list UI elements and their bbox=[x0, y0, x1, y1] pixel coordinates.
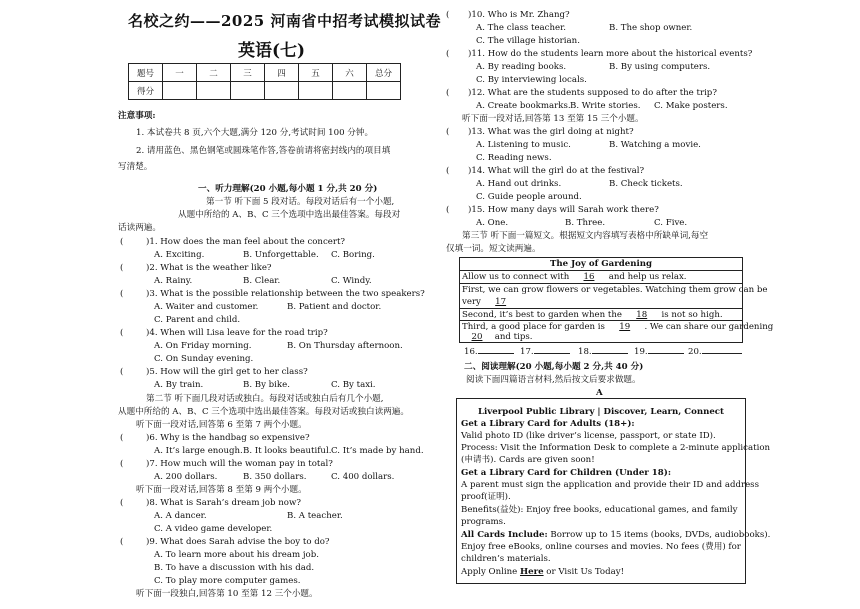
score-input-cell[interactable] bbox=[197, 82, 231, 100]
adults-line-2: Process: Visit the Information Desk to complete a 2-minute application bbox=[461, 443, 771, 453]
all-cards-text-1: Borrow up to 15 items (books, DVDs, audiobooks). bbox=[547, 530, 771, 540]
answer-bracket[interactable]: ( bbox=[120, 433, 124, 443]
question-2: )2. What is the weather like? bbox=[146, 263, 272, 273]
part2-line-b: 从题中所给的 A、B、C 三个选项中选出最佳答案。每段对话或独白读两遍。 bbox=[118, 407, 409, 417]
children-line-2: proof(证明). bbox=[461, 492, 511, 502]
q10-option-a: A. The class teacher. bbox=[476, 23, 566, 33]
q15-option-a: A. One. bbox=[476, 218, 509, 228]
apply-text-a: Apply Online bbox=[461, 567, 520, 577]
question-4: )4. When will Lisa leave for the road trip? bbox=[146, 328, 328, 338]
score-cell: 二 bbox=[197, 64, 231, 82]
q6-option-c: C. It’s made by hand. bbox=[331, 446, 424, 456]
question-12: )12. What are the students supposed to do after the trip? bbox=[468, 88, 717, 98]
score-cell: 五 bbox=[299, 64, 333, 82]
answer-bracket[interactable]: ( bbox=[120, 459, 124, 469]
score-cell: 题号 bbox=[129, 64, 163, 82]
row2-text-a: First, we can grow flowers or vegetables. Watching them grow can be bbox=[462, 285, 768, 295]
question-3: )3. What is the possible relationship between the two speakers? bbox=[146, 289, 425, 299]
listen-8-9: 听下面一段对话,回答第 8 至第 9 两个小题。 bbox=[136, 485, 307, 495]
adults-line-1: Valid photo ID (like driver’s license, passport, or state ID). bbox=[461, 431, 716, 441]
score-cell: 一 bbox=[163, 64, 197, 82]
q11-option-b: B. By using computers. bbox=[609, 62, 711, 72]
answer-line-20[interactable]: 20. bbox=[688, 347, 742, 357]
part3-line-a: 第三节 听下面一篇短文。根据短文内容填写表格中所缺单词,每空 bbox=[462, 231, 709, 241]
q2-option-b: B. Clear. bbox=[243, 276, 281, 286]
answer-bracket[interactable]: ( bbox=[120, 537, 124, 547]
part1-line-a: 第一节 听下面 5 段对话。每段对话后有一个小题, bbox=[206, 197, 395, 207]
section1-title: 一、听力理解(20 小题,每小题 1 分,共 20 分) bbox=[198, 184, 378, 194]
score-cell: 总分 bbox=[367, 64, 401, 82]
q4-option-b: B. On Thursday afternoon. bbox=[287, 341, 403, 351]
gardening-row-4 bbox=[462, 322, 773, 332]
score-cell: 得分 bbox=[129, 82, 163, 100]
part1-line-b: 从题中所给的 A、B、C 三个选项中选出最佳答案。每段对 bbox=[178, 210, 401, 220]
part1-line-c: 话读两遍。 bbox=[118, 223, 161, 233]
answer-bracket[interactable]: ( bbox=[446, 10, 450, 20]
answer-bracket[interactable]: ( bbox=[446, 49, 450, 59]
score-input-cell[interactable] bbox=[299, 82, 333, 100]
answer-bracket[interactable]: ( bbox=[120, 237, 124, 247]
gardening-row-5 bbox=[462, 332, 532, 342]
score-input-cell[interactable] bbox=[163, 82, 197, 100]
row4-text-b: . We can share our gardening bbox=[644, 322, 774, 332]
row5-text-b: and tips. bbox=[494, 332, 533, 342]
answer-line-16[interactable]: 16. bbox=[464, 347, 514, 357]
q3-option-c: C. Parent and child. bbox=[154, 315, 241, 325]
q3-option-a: A. Waiter and customer. bbox=[154, 302, 259, 312]
q13-option-c: C. Reading news. bbox=[476, 153, 552, 163]
score-input-cell[interactable] bbox=[333, 82, 367, 100]
children-line-4: programs. bbox=[461, 517, 506, 527]
part2-line-a: 第二节 听下面几段对话或独白。每段对话或独白后有几个小题, bbox=[146, 394, 384, 404]
score-input-cell[interactable] bbox=[265, 82, 299, 100]
all-cards-line-3: children’s materials. bbox=[461, 554, 551, 564]
q2-option-c: C. Windy. bbox=[331, 276, 372, 286]
answer-bracket[interactable]: ( bbox=[446, 205, 450, 215]
q5-option-a: A. By train. bbox=[154, 380, 204, 390]
answer-bracket[interactable]: ( bbox=[446, 127, 450, 137]
question-11: )11. How do the students learn more about the historical events? bbox=[468, 49, 753, 59]
blank-19: 19 bbox=[619, 322, 631, 332]
q9-option-a: A. To learn more about his dream job. bbox=[154, 550, 319, 560]
children-line-3: Benefits(益处): Enjoy free books, educational games, and family bbox=[461, 505, 738, 515]
answer-bracket[interactable]: ( bbox=[120, 289, 124, 299]
q4-option-a: A. On Friday morning. bbox=[154, 341, 252, 351]
q15-option-c: C. Five. bbox=[654, 218, 688, 228]
blank-16: 16 bbox=[583, 272, 595, 282]
question-10: )10. Who is Mr. Zhang? bbox=[468, 10, 570, 20]
listen-13-15: 听下面一段对话,回答第 13 至第 15 三个小题。 bbox=[462, 114, 644, 124]
question-8: )8. What is Sarah’s dream job now? bbox=[146, 498, 301, 508]
q1-option-b: B. Unforgettable. bbox=[243, 250, 319, 260]
blank-20: 20 bbox=[471, 332, 483, 342]
blank-17: 17 bbox=[495, 297, 507, 307]
row1-text-b: and help us relax. bbox=[608, 272, 687, 282]
score-cell: 四 bbox=[265, 64, 299, 82]
q7-option-b: B. 350 dollars. bbox=[243, 472, 307, 482]
gardening-title: The Joy of Gardening bbox=[550, 259, 652, 269]
q8-option-a: A. A dancer. bbox=[154, 511, 207, 521]
question-15: )15. How many days will Sarah work there? bbox=[468, 205, 659, 215]
q5-option-c: C. By taxi. bbox=[331, 380, 376, 390]
q8-option-c: C. A video game developer. bbox=[154, 524, 273, 534]
q12-option-b: B. Write stories. bbox=[570, 101, 641, 111]
q14-option-c: C. Guide people around. bbox=[476, 192, 582, 202]
answer-line-17[interactable]: 17. bbox=[520, 347, 570, 357]
section2-subtitle: 阅读下面四篇语言材料,然后按文后要求做题。 bbox=[466, 375, 641, 385]
q10-option-c: C. The village historian. bbox=[476, 36, 580, 46]
score-table bbox=[128, 63, 401, 100]
q1-option-a: A. Exciting. bbox=[154, 250, 205, 260]
q12-option-c: C. Make posters. bbox=[654, 101, 728, 111]
children-line-1: A parent must sign the application and provide their ID and address bbox=[461, 480, 759, 490]
library-title: Liverpool Public Library | Discover, Learn, Connect bbox=[478, 407, 724, 417]
library-notice bbox=[456, 398, 771, 584]
q14-option-a: A. Hand out drinks. bbox=[476, 179, 562, 189]
question-14: )14. What will the girl do at the festival? bbox=[468, 166, 645, 176]
apply-online-link[interactable]: Here bbox=[519, 567, 544, 577]
answer-line-19[interactable]: 19. bbox=[634, 347, 684, 357]
score-cell: 六 bbox=[333, 64, 367, 82]
notice-title: 注意事项: bbox=[118, 111, 156, 121]
row4-text-a: Third, a good place for garden is bbox=[462, 322, 605, 332]
adults-line-3: (申请书). Cards are given soon! bbox=[461, 455, 595, 465]
listen-6-7: 听下面一段对话,回答第 6 至第 7 两个小题。 bbox=[136, 420, 307, 430]
q2-option-a: A. Rainy. bbox=[154, 276, 193, 286]
answer-bracket[interactable]: ( bbox=[446, 166, 450, 176]
section2-title: 二、阅读理解(20 小题,每小题 2 分,共 40 分) bbox=[464, 362, 644, 372]
row-divider bbox=[460, 283, 742, 284]
q6-option-a: A. It’s large enough. bbox=[154, 446, 243, 456]
score-input-cell[interactable] bbox=[367, 82, 401, 100]
q7-option-a: A. 200 dollars. bbox=[154, 472, 218, 482]
question-7: )7. How much will the woman pay in total? bbox=[146, 459, 333, 469]
q14-option-b: B. Check tickets. bbox=[609, 179, 683, 189]
q12-option-a: A. Create bookmarks. bbox=[476, 101, 571, 111]
question-1: )1. How does the man feel about the concert? bbox=[146, 237, 346, 247]
adults-heading: Get a Library Card for Adults (18+): bbox=[461, 419, 635, 429]
row3-text-a: Second, it’s best to garden when the bbox=[462, 310, 622, 320]
exam-subtitle: 英语(七) bbox=[238, 41, 306, 61]
q8-option-b: B. A teacher. bbox=[287, 511, 343, 521]
notice-2a: 2. 请用蓝色、黑色钢笔或圆珠笔作答,答卷前请将密封线内的项目填 bbox=[136, 146, 391, 156]
gardening-row-1 bbox=[462, 272, 687, 282]
apply-text-b: or Visit Us Today! bbox=[543, 567, 625, 577]
blank-18: 18 bbox=[636, 310, 648, 320]
q9-option-b: B. To have a discussion with his dad. bbox=[154, 563, 315, 573]
notice-1: 1. 本试卷共 8 页,六个大题,满分 120 分,考试时间 100 分钟。 bbox=[136, 128, 374, 138]
row-divider bbox=[460, 270, 742, 271]
q11-option-c: C. By interviewing locals. bbox=[476, 75, 587, 85]
q11-option-a: A. By reading books. bbox=[476, 62, 567, 72]
row1-text-a: Allow us to connect with bbox=[462, 272, 570, 282]
notice-2b: 写清楚。 bbox=[118, 162, 153, 172]
q4-option-c: C. On Sunday evening. bbox=[154, 354, 254, 364]
row2-text-b: very bbox=[462, 297, 481, 307]
answer-bracket[interactable]: ( bbox=[120, 328, 124, 338]
children-heading: Get a Library Card for Children (Under 18): bbox=[461, 468, 672, 478]
answer-bracket[interactable]: ( bbox=[120, 498, 124, 508]
answer-bracket[interactable]: ( bbox=[120, 367, 124, 377]
answer-line-18[interactable]: 18. bbox=[578, 347, 628, 357]
row-divider bbox=[460, 308, 742, 309]
score-table-header-row bbox=[129, 64, 401, 82]
row3-text-b: is not so high. bbox=[661, 310, 723, 320]
q13-option-b: B. Watching a movie. bbox=[609, 140, 701, 150]
answer-bracket[interactable]: ( bbox=[446, 88, 450, 98]
question-6: )6. Why is the handbag so expensive? bbox=[146, 433, 310, 443]
apply-line bbox=[461, 567, 624, 577]
gardening-table bbox=[459, 257, 774, 343]
part3-line-b: 仅填一词。短文读两遍。 bbox=[446, 244, 541, 254]
gardening-row-2b bbox=[462, 297, 518, 307]
question-13: )13. What was the girl doing at night? bbox=[468, 127, 634, 137]
score-cell: 三 bbox=[231, 64, 265, 82]
row-divider bbox=[460, 320, 742, 321]
q10-option-b: B. The shop owner. bbox=[609, 23, 693, 33]
question-5: )5. How will the girl get to her class? bbox=[146, 367, 308, 377]
all-cards-line-2: Enjoy free eBooks, online courses and movies. No fees (费用) for bbox=[461, 542, 741, 552]
q15-option-b: B. Three. bbox=[565, 218, 606, 228]
score-input-cell[interactable] bbox=[231, 82, 265, 100]
q7-option-c: C. 400 dollars. bbox=[331, 472, 395, 482]
q9-option-c: C. To play more computer games. bbox=[154, 576, 301, 586]
all-cards-line-1 bbox=[461, 530, 770, 540]
gardening-row-3 bbox=[462, 310, 723, 320]
q3-option-b: B. Patient and doctor. bbox=[287, 302, 382, 312]
q13-option-a: A. Listening to music. bbox=[476, 140, 571, 150]
score-table-score-row bbox=[129, 82, 401, 100]
q6-option-b: B. It looks beautiful. bbox=[243, 446, 332, 456]
passage-letter: A bbox=[596, 388, 603, 398]
exam-title: 名校之约——2025 河南省中招考试模拟试卷 bbox=[128, 12, 441, 30]
listen-10-12: 听下面一段独白,回答第 10 至第 12 三个小题。 bbox=[136, 589, 318, 599]
question-9: )9. What does Sarah advise the boy to do? bbox=[146, 537, 330, 547]
answer-bracket[interactable]: ( bbox=[120, 263, 124, 273]
all-cards-heading: All Cards Include: bbox=[461, 530, 548, 540]
q1-option-c: C. Boring. bbox=[331, 250, 375, 260]
q5-option-b: B. By bike. bbox=[243, 380, 290, 390]
